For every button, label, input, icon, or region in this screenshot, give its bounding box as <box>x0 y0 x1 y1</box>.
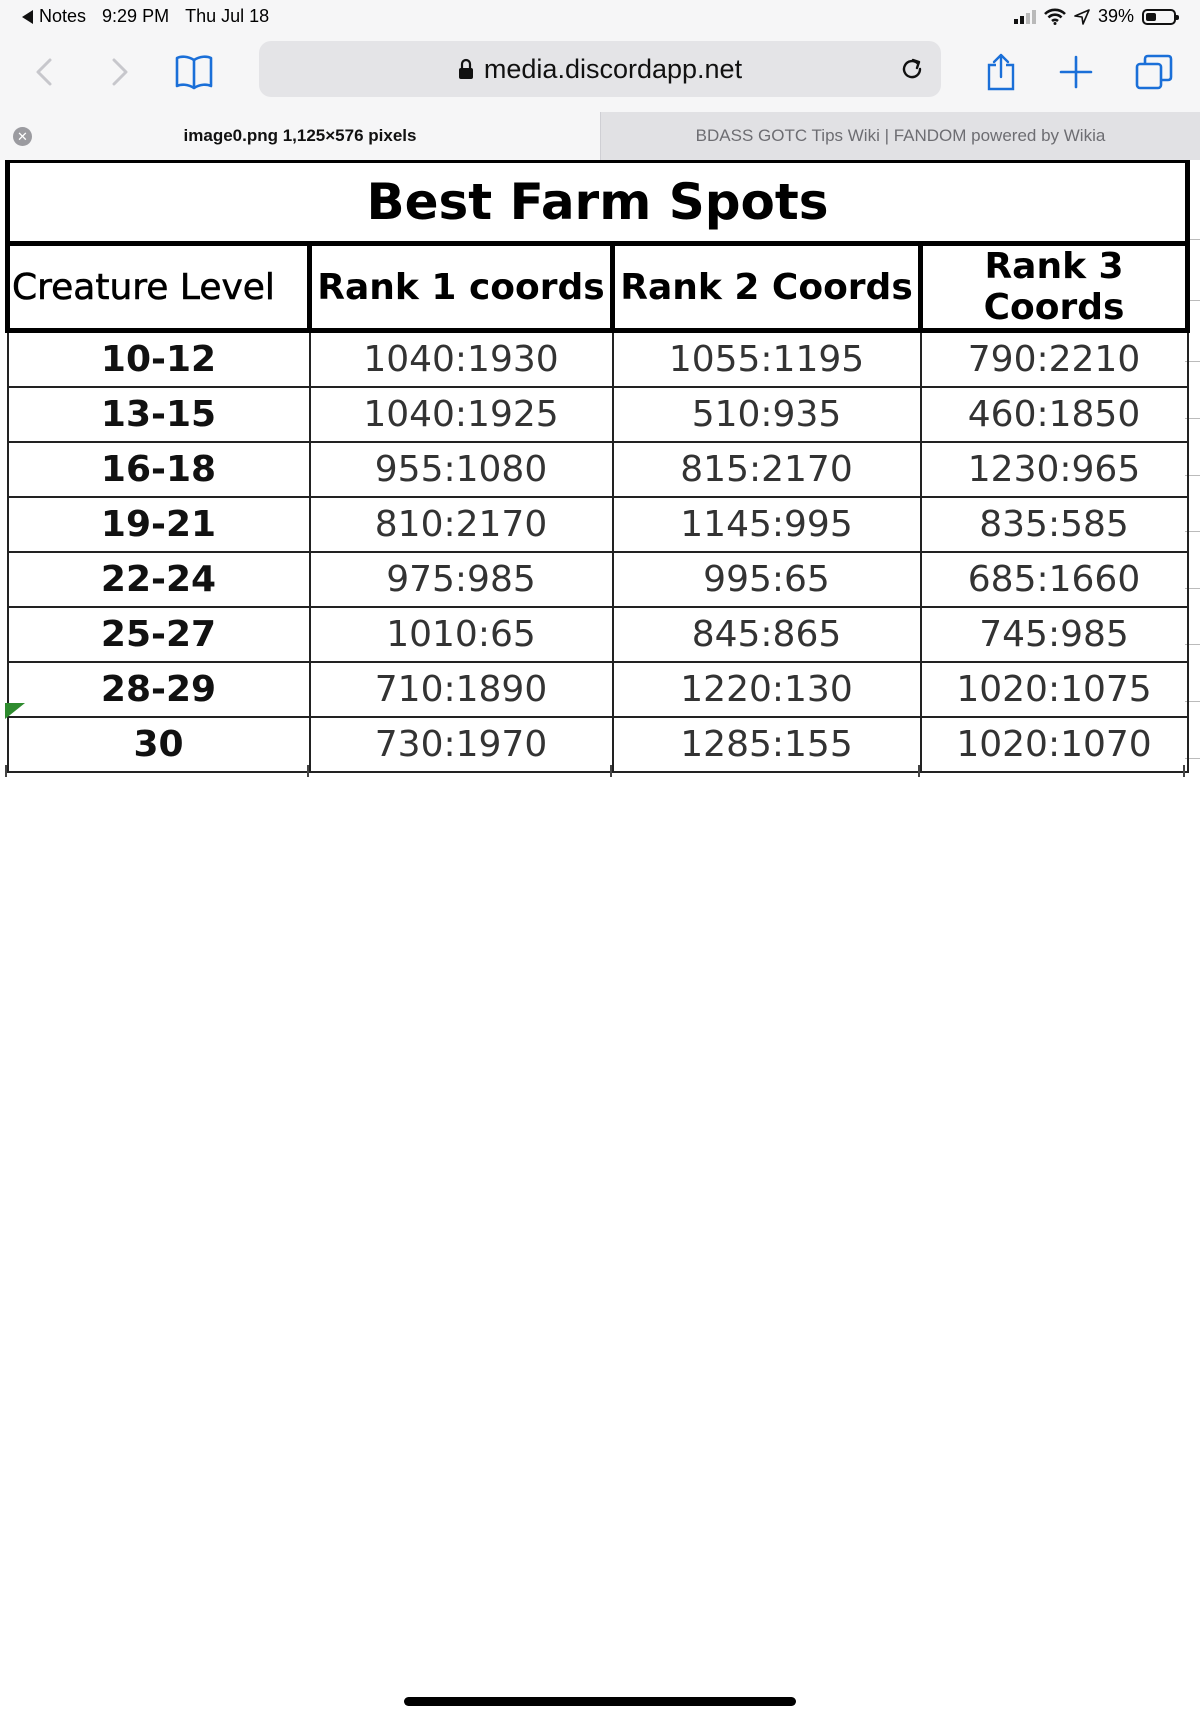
table-row <box>8 662 1188 717</box>
rank2-cell: 510:935 <box>613 387 921 442</box>
header-rank1: Rank 1 coords <box>310 244 613 331</box>
rank1-cell: 955:1080 <box>310 442 613 497</box>
table-title: Best Farm Spots <box>8 162 1188 244</box>
rank2-cell: 1285:155 <box>613 717 921 772</box>
battery-percent: 39% <box>1097 6 1134 26</box>
table-row <box>8 607 1188 662</box>
address-bar[interactable] <box>259 41 941 97</box>
tabs-icon[interactable] <box>1130 48 1178 96</box>
status-time: 9:29 PM <box>102 6 170 26</box>
creature-level-cell: 16-18 <box>8 442 310 497</box>
rank1-cell: 1040:1930 <box>310 331 613 388</box>
rank1-cell: 810:2170 <box>310 497 613 552</box>
location-icon <box>1074 9 1090 25</box>
rank3-cell: 1230:965 <box>921 442 1188 497</box>
reload-icon[interactable] <box>893 50 931 88</box>
rank3-cell: 685:1660 <box>921 552 1188 607</box>
rank3-cell: 1020:1070 <box>921 717 1188 772</box>
header-creature-level: Creature Level <box>8 244 310 331</box>
header-rank3: Rank 3 Coords <box>921 244 1188 331</box>
rank3-cell: 835:585 <box>921 497 1188 552</box>
rank1-cell: 730:1970 <box>310 717 613 772</box>
lock-icon <box>458 58 474 80</box>
rank1-cell: 1010:65 <box>310 607 613 662</box>
rank2-cell: 815:2170 <box>613 442 921 497</box>
rank3-cell: 460:1850 <box>921 387 1188 442</box>
grid-line <box>5 765 7 777</box>
grid-line <box>307 765 309 777</box>
table-row <box>8 497 1188 552</box>
signal-icon <box>1014 10 1036 24</box>
creature-level-cell: 25-27 <box>8 607 310 662</box>
cell-comment-marker <box>5 703 25 719</box>
rank2-cell: 995:65 <box>613 552 921 607</box>
tab-label: image0.png 1,125×576 pixels <box>183 126 417 145</box>
share-icon[interactable] <box>977 48 1025 96</box>
rank2-cell: 1055:1195 <box>613 331 921 388</box>
rank2-cell: 845:865 <box>613 607 921 662</box>
creature-level-cell: 13-15 <box>8 387 310 442</box>
back-app-label: Notes <box>39 6 87 26</box>
forward-icon[interactable] <box>96 48 144 96</box>
close-tab-icon[interactable]: ✕ <box>13 127 32 146</box>
battery-icon <box>1142 9 1176 25</box>
status-date: Thu Jul 18 <box>185 6 270 26</box>
tab-bar <box>0 112 1200 161</box>
farm-spots-table <box>5 160 1190 773</box>
new-tab-icon[interactable] <box>1052 48 1100 96</box>
back-to-app[interactable] <box>22 6 86 27</box>
rank1-cell: 1040:1925 <box>310 387 613 442</box>
tab-wiki[interactable] <box>600 112 1200 160</box>
creature-level-cell: 22-24 <box>8 552 310 607</box>
rank2-cell: 1145:995 <box>613 497 921 552</box>
header-rank2: Rank 2 Coords <box>613 244 921 331</box>
grid-line <box>610 765 612 777</box>
table-row <box>8 552 1188 607</box>
tab-image[interactable] <box>0 112 600 160</box>
home-indicator[interactable] <box>404 1697 796 1706</box>
grid-line <box>918 765 920 777</box>
rank3-cell: 1020:1075 <box>921 662 1188 717</box>
creature-level-cell: 10-12 <box>8 331 310 388</box>
grid-line <box>1183 765 1185 777</box>
rank1-cell: 710:1890 <box>310 662 613 717</box>
image-viewer <box>0 160 1200 774</box>
bookmarks-icon[interactable] <box>170 48 218 96</box>
back-icon[interactable] <box>20 48 68 96</box>
wifi-icon <box>1044 8 1066 25</box>
back-arrow-icon <box>22 10 33 24</box>
table-row <box>8 442 1188 497</box>
table-row <box>8 331 1188 388</box>
table-row <box>8 717 1188 772</box>
creature-level-cell: 19-21 <box>8 497 310 552</box>
rank2-cell: 1220:130 <box>613 662 921 717</box>
rank3-cell: 745:985 <box>921 607 1188 662</box>
rank1-cell: 975:985 <box>310 552 613 607</box>
status-bar <box>0 0 1200 34</box>
url-text: media.discordapp.net <box>483 53 743 84</box>
table-row <box>8 387 1188 442</box>
creature-level-cell: 28-29 <box>8 662 310 717</box>
creature-level-cell: 30 <box>8 717 310 772</box>
tab-label: BDASS GOTC Tips Wiki | FANDOM powered by Wikia <box>695 126 1106 145</box>
rank3-cell: 790:2210 <box>921 331 1188 388</box>
